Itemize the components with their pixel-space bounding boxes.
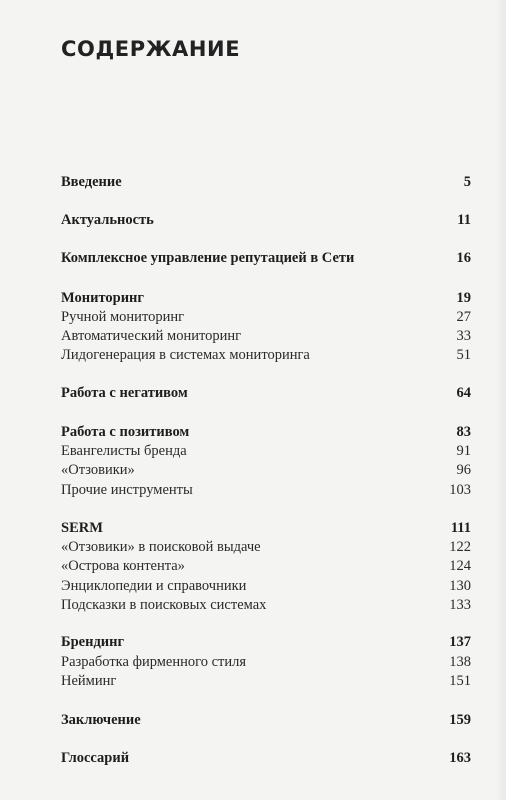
toc-entry-title: Евангелисты бренда (61, 443, 187, 459)
toc-entry-title: Работа с негативом (61, 385, 188, 401)
toc-entry-page: 91 (456, 443, 471, 459)
toc-entry-title: Энциклопедии и справочники (61, 578, 247, 594)
toc-entry-title: Введение (61, 174, 122, 190)
toc-entry-page: 111 (450, 520, 471, 536)
toc-entry-page: 163 (449, 750, 471, 766)
toc-entry-page: 51 (456, 347, 471, 363)
toc-entry-positive (61, 422, 471, 442)
toc-entry-auto-monitoring (61, 326, 471, 346)
toc-entry-page: 122 (449, 539, 471, 555)
toc-entry-title: Разработка фирменного стиля (61, 654, 247, 670)
toc-entry-page: 137 (449, 634, 471, 650)
toc-entry-relevance (61, 210, 471, 230)
toc-entry-page: 103 (449, 482, 471, 498)
toc-entry-title: «Острова контента» (61, 558, 185, 574)
toc-entry-manual-monitoring (61, 307, 471, 327)
toc-entry-page: 19 (456, 290, 471, 306)
toc-entry-page: 16 (456, 250, 471, 266)
table-of-contents (61, 0, 471, 800)
toc-entry-review-sites (61, 460, 471, 480)
toc-entry-page: 33 (456, 328, 471, 344)
toc-entry-title: Автоматический мониторинг (61, 328, 242, 344)
toc-entry-brand-evangelists (61, 441, 471, 461)
toc-entry-naming (61, 671, 471, 691)
toc-entry-title: Лидогенерация в системах мониторинга (61, 347, 310, 363)
toc-entry-title: Прочие инструменты (61, 482, 193, 498)
toc-entry-page: 151 (449, 673, 471, 689)
toc-entry-title: Заключение (61, 712, 141, 728)
toc-entry-serm (61, 518, 471, 538)
toc-entry-page: 11 (457, 212, 471, 228)
toc-entry-corporate-style (61, 652, 471, 672)
toc-entry-title: Мониторинг (61, 290, 144, 306)
toc-entry-branding (61, 632, 471, 652)
toc-entry-page: 83 (456, 424, 471, 440)
toc-entry-lead-generation (61, 345, 471, 365)
toc-entry-title: «Отзовики» (61, 462, 135, 478)
toc-entry-title: SERM (61, 520, 103, 536)
toc-entry-page: 159 (449, 712, 471, 728)
toc-entry-page: 27 (456, 309, 471, 325)
toc-entry-conclusion (61, 710, 471, 730)
toc-entry-title: Глоссарий (61, 750, 130, 766)
toc-entry-page: 64 (456, 385, 471, 401)
toc-entry-page: 138 (449, 654, 471, 670)
toc-entry-monitoring (61, 288, 471, 308)
toc-entry-other-tools (61, 480, 471, 500)
toc-entry-title: Комплексное управление репутацией в Сети (61, 250, 355, 266)
toc-entry-glossary (61, 748, 471, 768)
toc-entry-title: Брендинг (61, 634, 125, 650)
toc-entry-title: Работа с позитивом (61, 424, 190, 440)
toc-entry-negative (61, 383, 471, 403)
toc-entry-search-suggestions (61, 595, 471, 615)
page-edge-shadow (496, 0, 506, 800)
toc-entry-encyclopedias (61, 576, 471, 596)
toc-entry-page: 133 (449, 597, 471, 613)
toc-entry-title: Ручной мониторинг (61, 309, 185, 325)
toc-entry-reputation-management (61, 248, 471, 268)
toc-entry-content-islands (61, 556, 471, 576)
toc-entry-page: 96 (456, 462, 471, 478)
page-title: СОДЕРЖАНИЕ (61, 37, 241, 61)
toc-entry-title: Актуальность (61, 212, 154, 228)
toc-entry-page: 130 (449, 578, 471, 594)
toc-entry-title: Нейминг (61, 673, 117, 689)
toc-entry-page: 5 (463, 174, 471, 190)
toc-entry-title: «Отзовики» в поисковой выдаче (61, 539, 261, 555)
toc-entry-page: 124 (449, 558, 471, 574)
toc-entry-title: Подсказки в поисковых системах (61, 597, 267, 613)
toc-entry-review-sites-search (61, 537, 471, 557)
toc-entry-introduction (61, 172, 471, 192)
